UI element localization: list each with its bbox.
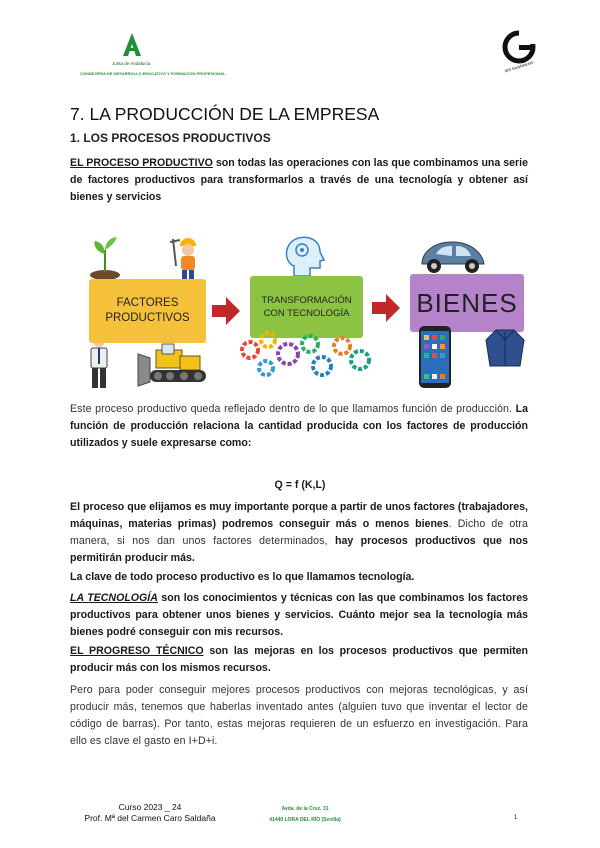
page-title: 7. LA PRODUCCIÓN DE LA EMPRESA (70, 104, 380, 124)
term-proceso-productivo: EL PROCESO PRODUCTIVO (70, 157, 213, 169)
smartphone-icon (418, 325, 452, 389)
gears-icon (236, 326, 376, 384)
paragraph-progreso-tecnico (70, 643, 528, 677)
school-logo (494, 30, 544, 74)
footer-teacher: Prof. Mª del Carmen Caro Saldaña (84, 813, 216, 823)
footer-course-info (70, 802, 230, 824)
footer-address-line1: Avda. de la Cruz, 31 (281, 806, 329, 812)
school-logo-text: IES Guadalquivir (503, 59, 535, 74)
importancia-normal: . Dicho de otra manera, si nos dan unos factores determinados, (70, 518, 528, 547)
org-name: Junta de Andalucía (112, 61, 151, 66)
department-name: CONSEJERÍA DE DESARROLLO EDUCATIVO Y FORMACIÓN PROFESIONAL (80, 71, 226, 76)
brain-head-icon (280, 234, 326, 278)
transformacion-line2: CON TECNOLOGÍA (263, 308, 350, 319)
paragraph-funcion-produccion (70, 401, 528, 452)
paragraph-tecnologia (70, 590, 528, 641)
factores-line1: FACTORES (116, 297, 179, 309)
jacket-icon (484, 328, 526, 368)
section-title: 1. LOS PROCESOS PRODUCTIVOS (70, 131, 271, 145)
plant-icon (88, 236, 122, 280)
footer-course: Curso 2023 _ 24 (118, 802, 182, 812)
definition-progreso-tecnico: son las mejoras en los procesos productivos que permiten producir más con los mismos recursos. (70, 645, 529, 674)
worker-icon (168, 236, 206, 284)
footer-address (250, 804, 360, 826)
arrow-right-icon (212, 296, 240, 326)
bulldozer-icon (136, 342, 216, 390)
page-number: 1 (514, 815, 518, 821)
importancia-bold-2: hay procesos productivos que nos permitirán producir más. (70, 535, 528, 564)
importancia-bold-1: El proceso que elijamos es muy importante porque a partir de unos factores (trabajadores, máquinas, materias primas) podremos conseguir más o menos bienes (70, 501, 528, 530)
definition-proceso-productivo: son todas las operaciones con las que combinamos una serie de factores productivos para transformarlos a través de una tecnología y obtener así bienes y servicios (70, 157, 528, 203)
funcion-produccion-intro: Este proceso productivo queda reflejado dentro de lo que llamamos función de producción. (70, 403, 516, 415)
transformacion-line1: TRANSFORMACIÓN (261, 295, 352, 306)
production-process-diagram (84, 230, 524, 392)
production-function-formula: Q = f (K,L) (274, 479, 326, 491)
paragraph-investigacion: Pero para poder conseguir mejores procesos productivos con mejoras tecnológicas, y así producir más, tenemos que haberlas inventado antes (alguien tuvo que inventar el lector de código de barras). Por tanto, estas mejoras requieren de un esfuerzo en investigación. Para ello es clave el gasto en I+D+i. (70, 684, 528, 747)
car-icon (416, 234, 490, 278)
arrow-right-icon (372, 293, 400, 323)
bienes-label: BIENES (416, 287, 518, 318)
paragraph-clave-tecnologia: La clave de todo proceso productivo es lo que llamamos tecnología. (70, 571, 415, 583)
bienes-box (410, 274, 524, 332)
funcion-produccion-definition: La función de producción relaciona la cantidad producida con los factores de producción utilizados y suele expresarse como: (70, 403, 528, 449)
footer-address-line2: 41440 LORA DEL RÍO (Sevilla) (269, 817, 341, 823)
factores-line2: PRODUCTIVOS (105, 312, 190, 324)
paragraph-proceso-productivo (70, 155, 528, 206)
factores-productivos-box (89, 279, 206, 343)
junta-andalucia-logo (120, 32, 144, 58)
definition-tecnologia: son los conocimientos y técnicas con las que combinamos los factores productivos para obtener unos bienes y servicios. Cuánto mejor sea la tecnología más bienes podré conseguir con mis recursos. (70, 592, 529, 638)
term-tecnologia: LA TECNOLOGÍA (70, 592, 158, 604)
term-progreso-tecnico: EL PROGRESO TÉCNICO (70, 645, 204, 657)
paragraph-importancia-proceso (70, 499, 528, 567)
